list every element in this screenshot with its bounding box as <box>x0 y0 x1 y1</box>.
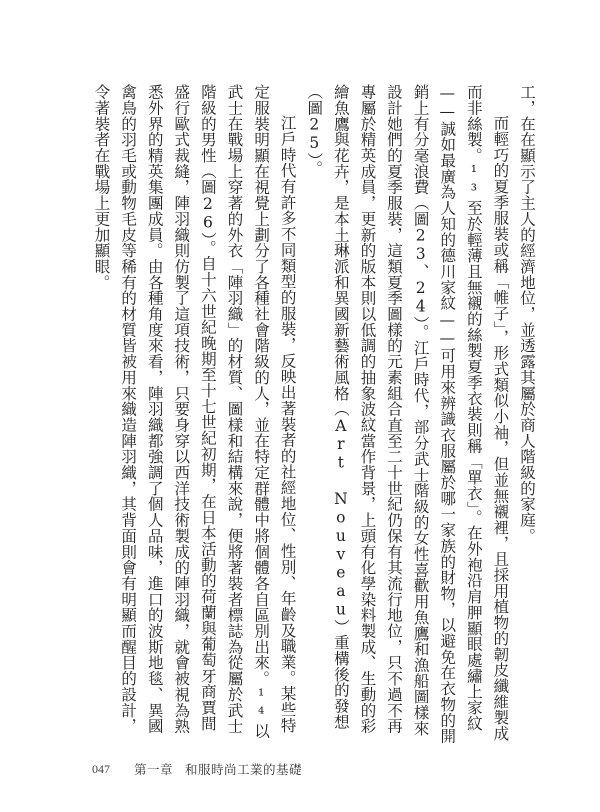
paragraph-jinbaori: 江戶時代有許多不同類型的服裝，反映出著裝者的社經地位、性別、年齡及職業。某些特定服裝明顯在視覺上劃分了各種社會階級的人，並在特定群體中將個體各自區別出來。¹⁴以武士在戰場上穿著的外衣「陣羽織」的材質、圖樣和結構來說，便將著裝者標誌為從屬於武士階級的男性（圖26）。自十六世紀晚期至十七世紀初期，在日本活動的荷蘭與葡萄牙商賈間盛行歐式裁縫，陣羽織則仿製了這項技術，只要身穿以西洋技術製成的陣羽織，就會被視為熟悉外界的精英集團成員。由各種角度來看，陣羽織都強調了個人品味，進口的波斯地毯、異國禽鳥的羽毛或動物毛皮等稀有的材質皆被用來織造陣羽織，其背面則會有明顯而醒目的設計，令著裝者在戰場上更加顯眼。 <box>92 84 297 739</box>
page-number: 047 <box>92 762 110 776</box>
paragraph-summer-garments: 而輕巧的夏季服裝或稱「帷子」，形式類似小袖，但並無襯裡，且採用植物的韌皮纖維製成而非絲製。¹³至於輕薄且無襯的絲製夏季衣裝則稱「單衣」。在外袍沿肩胛顯眼處繡上家紋——誠如最廣為人知的德川家紋——可用來辨識衣服屬於哪一家族的財物，以避免在衣物的開銷上有分毫浪費（圖23、24）。江戶時代，部分武士階級的女性喜歡用魚鷹和漁船圖樣來設計她們的夏季服裝，這類夏季圖樣的元素組合直至二十世紀仍保有其流行地位，只不過不再專屬於精英成員，更新的版本則以低調的抽象波紋當作背景，上頭有化學染料製成、生動的彩繪魚鷹與花卉，是本土琳派和異國新藝術風格（Art Nouveau）重構後的發想（圖25）。 <box>305 84 510 744</box>
body-text <box>80 84 540 744</box>
paragraph-continuation: 工，在在顯示了主人的經濟地位，並透露其屬於商人階級的家庭。 <box>518 84 536 544</box>
chapter-label: 第一章 <box>134 762 174 777</box>
chapter-title: 和服時尚工業的基礎 <box>185 762 303 777</box>
running-footer <box>134 760 302 778</box>
